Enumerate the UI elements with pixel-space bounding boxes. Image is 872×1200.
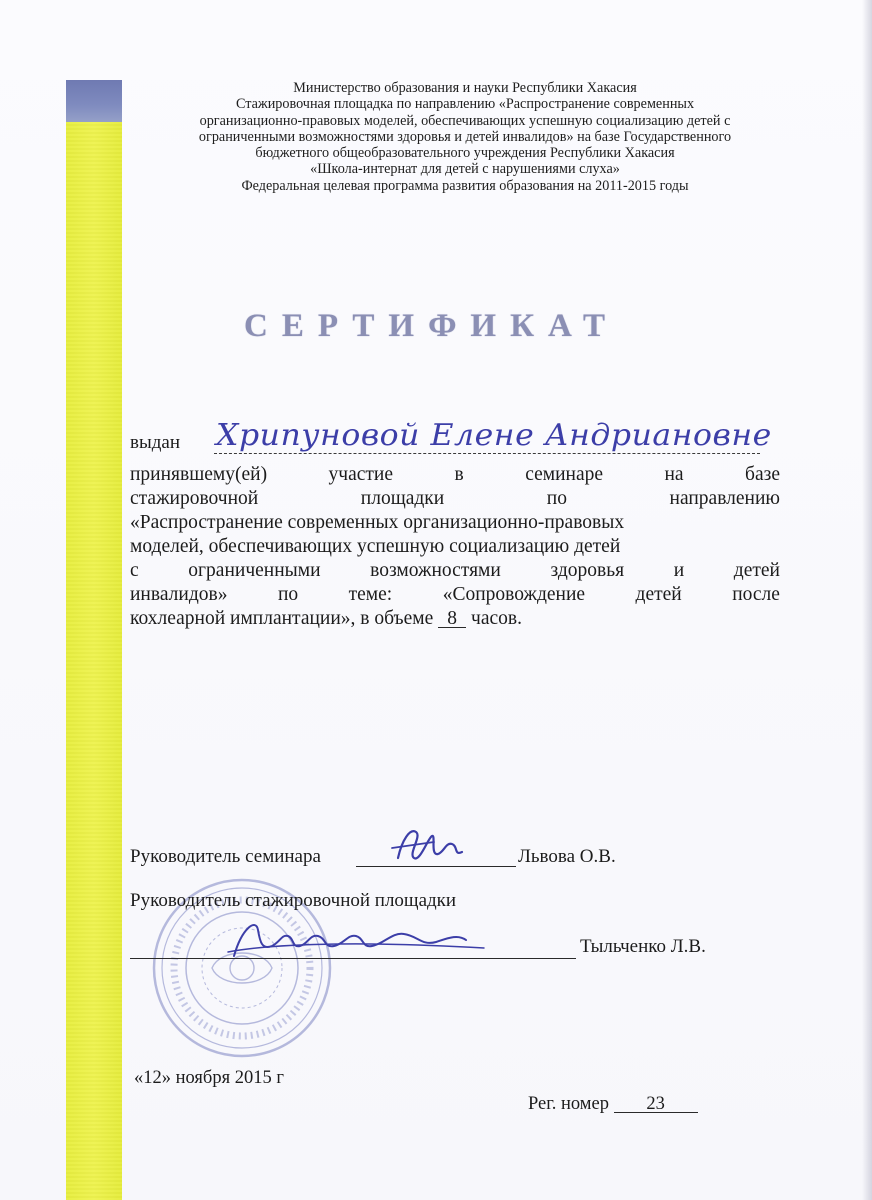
word: ограниченными	[188, 560, 321, 581]
word: здоровья	[550, 560, 625, 581]
word: семинаре	[525, 464, 604, 485]
word: направлению	[669, 488, 780, 509]
seminar-head-name: Львова О.В.	[518, 846, 616, 867]
word: и	[673, 560, 685, 581]
word: площадки	[360, 488, 445, 509]
site-head-signature	[222, 912, 492, 968]
word: «Сопровождение	[442, 584, 586, 605]
certificate-title: СЕРТИФИКАТ	[244, 308, 619, 344]
word: по	[546, 488, 567, 509]
word: на	[664, 464, 684, 485]
issued-label: выдан	[130, 432, 181, 453]
issue-date: «12» ноября 2015 г	[134, 1068, 284, 1088]
site-head-label: Руководитель стажировочной площадки	[130, 890, 457, 911]
word: с	[130, 560, 139, 581]
header-block	[140, 80, 790, 194]
word: инвалидов»	[130, 584, 228, 605]
word: принявшему(ей)	[130, 464, 268, 485]
body-line-7	[130, 608, 780, 630]
decorative-yellow-band	[66, 122, 122, 1200]
hours-suffix: часов.	[466, 608, 522, 629]
body-line-5	[130, 560, 780, 582]
page-edge-shadow	[862, 0, 872, 1200]
registration-row	[528, 1094, 698, 1115]
word: базе	[745, 464, 780, 485]
hours-prefix: кохлеарной имплантации», в объеме	[130, 608, 439, 629]
word: стажировочной	[130, 488, 259, 509]
word: в	[454, 464, 464, 485]
word: участие	[328, 464, 394, 485]
word: по	[277, 584, 299, 605]
header-line: Стажировочная площадка по направлению «Распространение современных	[235, 96, 695, 113]
header-line: бюджетного общеобразовательного учреждения Республики Хакасия	[255, 145, 675, 162]
site-head-name: Тыльченко Л.В.	[580, 936, 706, 957]
header-line: «Школа-интернат для детей с нарушениями слуха»	[310, 161, 620, 178]
registration-label: Рег. номер	[528, 1094, 614, 1114]
word: после	[732, 584, 780, 605]
issued-to-line	[130, 418, 772, 458]
word: детей	[733, 560, 780, 581]
word: детей	[635, 584, 682, 605]
header-line: Министерство образования и науки Республики Хакасия	[293, 80, 637, 96]
body-line-2	[130, 488, 780, 510]
seminar-head-signature	[388, 818, 468, 870]
recipient-underline	[214, 453, 760, 454]
header-line: ограниченными возможностями здоровья и детей инвалидов» на базе Государственного	[198, 128, 732, 145]
body-line-1	[130, 464, 780, 486]
registration-number: 23	[614, 1094, 698, 1115]
body-line-3: «Распространение современных организационно-правовых	[130, 512, 625, 533]
word: возможностями	[370, 560, 501, 581]
body-line-4: моделей, обеспечивающих успешную социализацию детей	[130, 536, 621, 557]
header-line: организационно-правовых моделей, обеспечивающих успешную социализацию детей с	[199, 112, 731, 129]
decorative-blue-band	[66, 80, 122, 122]
hours-value: 8	[438, 608, 466, 630]
header-line: Федеральная целевая программа развития образования на 2011-2015 годы	[241, 177, 689, 194]
word: теме:	[348, 584, 393, 605]
seminar-head-label: Руководитель семинара	[130, 846, 321, 867]
recipient-handwritten-name: Хрипуновой Елене Андриановне	[216, 418, 772, 453]
body-line-6	[130, 584, 780, 606]
